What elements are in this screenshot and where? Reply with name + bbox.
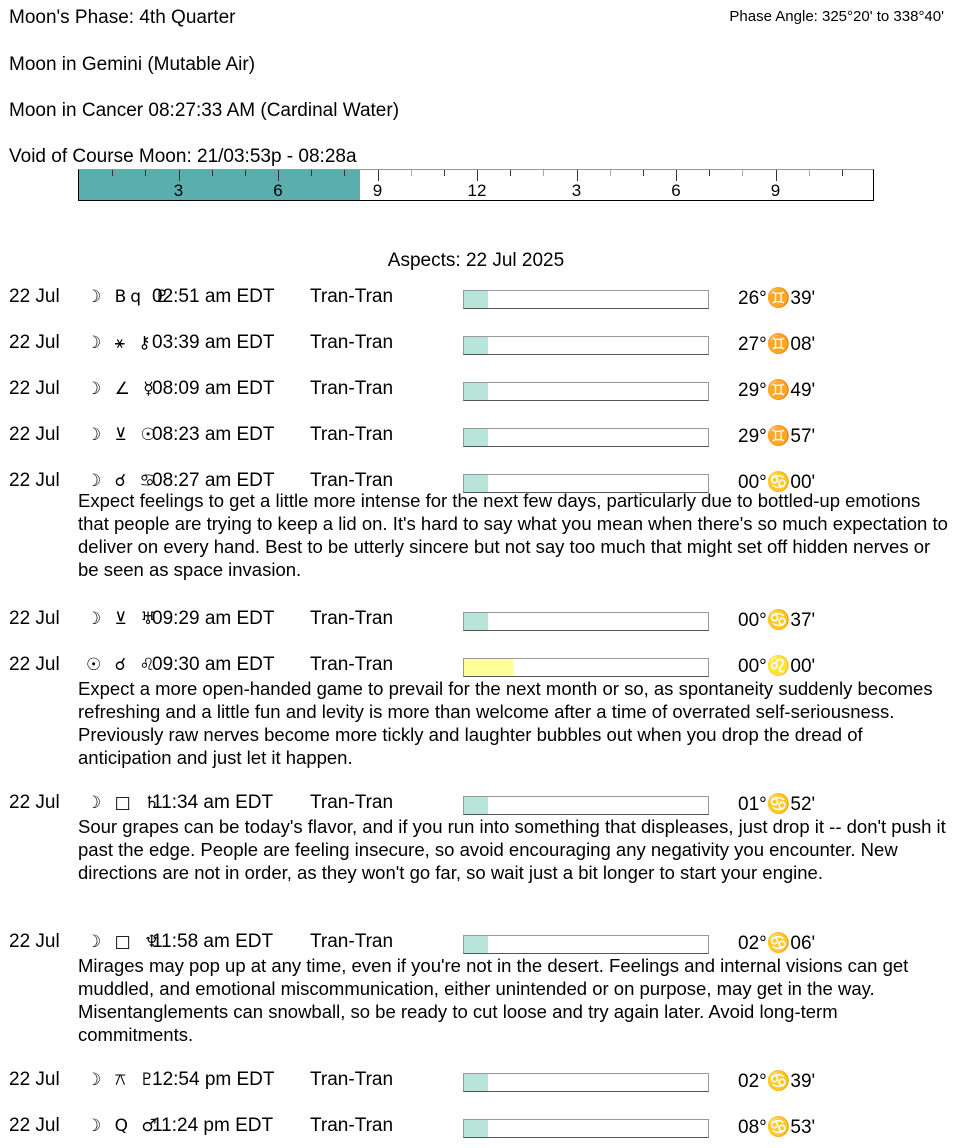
aspect-strength-fill [464, 936, 488, 953]
aspect-glyphs-icon: ☽ Bq ♇ [86, 287, 174, 307]
aspect-position: 29°♊49' [738, 380, 816, 401]
aspect-glyphs-icon: ☽ ∠ ☿ [86, 379, 158, 399]
aspect-date: 22 Jul [9, 931, 60, 952]
aspect-time: 11:24 pm EDT [152, 1115, 274, 1136]
aspect-type: Tran-Tran [310, 470, 394, 491]
timeline-hour-label: 6 [671, 181, 681, 200]
phase-angle: Phase Angle: 325°20' to 338°40' [729, 8, 944, 25]
timeline-tick [709, 170, 710, 176]
timeline-tick [179, 170, 180, 181]
aspect-strength-fill [464, 291, 488, 308]
aspect-strength-fill [464, 659, 513, 676]
aspect-time: 12:54 pm EDT [152, 1069, 275, 1090]
void-of-course: Void of Course Moon: 21/03:53p - 08:28a [9, 146, 357, 167]
aspect-row [0, 378, 972, 408]
aspect-time: 02:51 am EDT [152, 286, 275, 307]
aspect-strength-fill [464, 1074, 488, 1091]
timeline-tick [676, 170, 677, 181]
aspect-description: Mirages may pop up at any time, even if you're not in the desert. Feelings and internal visions can get muddled, and emotional miscommunication, either unintended or on purpose, may get in the way. Misentanglements can snowball, so be ready to cut loose and try again later. Avoid long-term commitments. [78, 955, 909, 1045]
timeline-tick [809, 170, 810, 176]
aspect-glyphs-icon: ☽ ☌ ♋ [86, 471, 159, 491]
aspect-type: Tran-Tran [310, 931, 394, 952]
aspect-position: 02°♋06' [738, 933, 816, 954]
aspects-title: Aspects: 22 Jul 2025 [387, 250, 565, 271]
timeline-tick [742, 170, 743, 176]
aspect-description: Expect a more open-handed game to prevail for the next month or so, as spontaneity suddenly becomes refreshing and a little fun and levity is more than welcome after a time of overrated self-seriousness. Previously raw nerves become more tickly and laughter bubbles out when you drop the dread of anticipation and just let it happen. [78, 678, 933, 768]
aspect-time: 03:39 am EDT [152, 332, 275, 353]
moon-phase: Moon's Phase: 4th Quarter [9, 7, 236, 28]
aspect-date: 22 Jul [9, 378, 60, 399]
aspect-glyphs-icon: ☽ ⚻ ♇ [86, 1070, 159, 1090]
aspect-row [0, 332, 972, 362]
aspect-date: 22 Jul [9, 654, 60, 675]
aspect-glyphs-icon: ☽ □ ♄ [86, 793, 164, 813]
aspect-position: 26°♊39' [738, 288, 816, 309]
aspect-position: 00°♋37' [738, 610, 816, 631]
aspect-date: 22 Jul [9, 1069, 60, 1090]
timeline-tick [145, 170, 146, 176]
aspect-glyphs-icon: ☽ ⊻ ☉ [86, 425, 160, 445]
aspect-glyphs-icon: ☽ Q ♂ [86, 1116, 161, 1136]
aspect-strength-fill [464, 797, 488, 814]
aspect-type: Tran-Tran [310, 792, 394, 813]
aspect-position: 29°♊57' [738, 426, 816, 447]
aspect-type: Tran-Tran [310, 608, 394, 629]
timeline-tick [444, 170, 445, 176]
aspect-time: 11:58 am EDT [152, 931, 274, 952]
timeline-hour-label: 12 [467, 181, 487, 200]
aspect-strength-bar [463, 658, 709, 677]
aspect-type: Tran-Tran [310, 424, 394, 445]
aspect-time: 08:23 am EDT [152, 424, 275, 445]
aspect-time: 09:29 am EDT [152, 608, 275, 629]
aspect-row [0, 1115, 972, 1145]
aspect-row [0, 1069, 972, 1099]
void-of-course-timeline [78, 169, 874, 201]
aspect-position: 01°♋52' [738, 794, 816, 815]
aspect-time: 08:27 am EDT [152, 470, 275, 491]
aspect-strength-bar [463, 935, 709, 954]
timeline-hour-label: 3 [571, 181, 582, 200]
aspect-position: 02°♋39' [738, 1071, 816, 1092]
aspect-row [0, 608, 972, 638]
aspect-strength-bar [463, 796, 709, 815]
timeline-tick [344, 170, 345, 176]
timeline-hour-label: 9 [372, 181, 383, 200]
aspect-row [0, 424, 972, 454]
timeline-tick [411, 170, 412, 176]
aspect-date: 22 Jul [9, 792, 60, 813]
aspect-type: Tran-Tran [310, 1069, 394, 1090]
aspect-type: Tran-Tran [310, 1115, 394, 1136]
aspect-description: Expect feelings to get a little more intense for the next few days, particularly due to bottled-up emotions that people are trying to keep a lid on. It's hard to say what you mean when there's so much expectation to deliver on every hand. Best to be utterly sincere but not say too much that might set off hidden nerves or be seen as space invasion. [78, 490, 948, 580]
timeline-tick [278, 170, 279, 181]
aspect-strength-bar [463, 1073, 709, 1092]
aspect-strength-fill [464, 383, 488, 400]
aspect-strength-bar [463, 612, 709, 631]
aspect-position: 08°♋53' [738, 1117, 816, 1138]
timeline-hour-label: 3 [173, 181, 184, 200]
aspect-row [0, 286, 972, 316]
aspect-glyphs-icon: ☽ ⊻ ♅ [86, 609, 160, 629]
aspect-description: Sour grapes can be today's flavor, and if you run into something that displeases, just drop it -- don't push it past the edge. People are feeling insecure, so avoid encouraging any negativity you encounter. New directions are not in order, as they won't go far, so wait just a bit longer to start your engine. [78, 816, 946, 883]
timeline-tick [510, 170, 511, 176]
timeline-hour-label: 6 [273, 181, 283, 200]
aspect-position: 27°♊08' [738, 334, 816, 355]
aspect-strength-bar [463, 382, 709, 401]
aspect-date: 22 Jul [9, 608, 60, 629]
timeline-tick [543, 170, 544, 176]
aspect-glyphs-icon: ☽ ⚹ ⚷ [86, 333, 155, 353]
aspect-strength-bar [463, 290, 709, 309]
void-of-course-fill [79, 170, 360, 200]
aspect-time: 11:34 am EDT [152, 792, 274, 813]
aspect-date: 22 Jul [9, 470, 60, 491]
timeline-tick [311, 170, 312, 176]
timeline-tick [112, 170, 113, 176]
aspect-type: Tran-Tran [310, 654, 394, 675]
aspect-type: Tran-Tran [310, 332, 394, 353]
aspect-time: 09:30 am EDT [152, 654, 275, 675]
aspect-date: 22 Jul [9, 424, 60, 445]
aspect-strength-fill [464, 429, 488, 446]
moon-sign-gemini: Moon in Gemini (Mutable Air) [9, 54, 256, 75]
aspect-strength-bar [463, 336, 709, 355]
aspect-date: 22 Jul [9, 286, 60, 307]
aspect-type: Tran-Tran [310, 286, 394, 307]
aspect-position: 00°♌00' [738, 656, 816, 677]
timeline-tick [577, 170, 578, 181]
timeline-tick [245, 170, 246, 176]
aspect-position: 00°♋00' [738, 472, 816, 493]
timeline-tick [776, 170, 777, 181]
timeline-tick [842, 170, 843, 176]
aspect-date: 22 Jul [9, 1115, 60, 1136]
timeline-tick [212, 170, 213, 176]
aspect-strength-fill [464, 613, 488, 630]
timeline-hour-label: 9 [770, 181, 781, 200]
timeline-tick [378, 170, 379, 181]
moon-sign-cancer: Moon in Cancer 08:27:33 AM (Cardinal Water) [9, 100, 400, 121]
timeline-tick [477, 170, 478, 181]
aspect-date: 22 Jul [9, 332, 60, 353]
aspect-strength-fill [464, 337, 488, 354]
timeline-tick [610, 170, 611, 176]
aspect-time: 08:09 am EDT [152, 378, 275, 399]
aspect-strength-bar [463, 428, 709, 447]
aspect-glyphs-icon: ☽ □ ♆ [86, 932, 164, 952]
aspect-type: Tran-Tran [310, 378, 394, 399]
aspect-strength-fill [464, 1120, 488, 1137]
timeline-tick [643, 170, 644, 176]
aspect-strength-bar [463, 1119, 709, 1138]
aspect-glyphs-icon: ☉ ☌ ♌ [86, 655, 159, 675]
